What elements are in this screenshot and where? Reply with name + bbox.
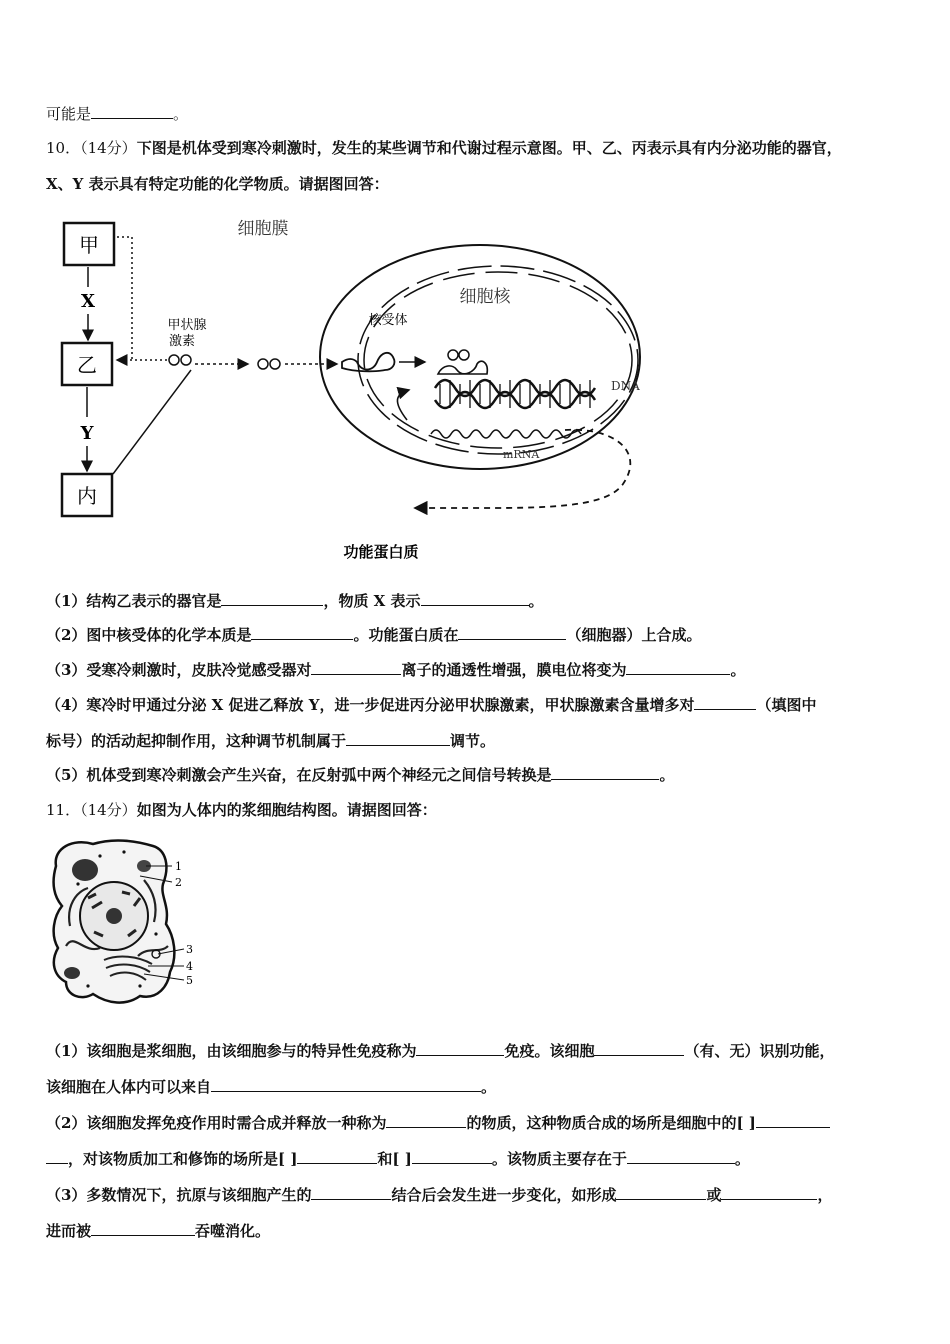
protein-label: 功能蛋白质 — [343, 543, 419, 561]
answer-blank[interactable] — [627, 1149, 735, 1164]
question-score: （14分） — [80, 801, 137, 819]
thyroid-label-1: 甲状腺 — [167, 318, 207, 333]
q10-intro-line1: 10．（14分）下图是机体受到寒冷刺激时，发生的某些调节和代谢过程示意图。甲、乙、丙表示具有内分泌功能的器官， — [46, 139, 842, 157]
ribosome — [154, 932, 157, 935]
vesicle — [64, 967, 80, 979]
answer-blank[interactable] — [297, 1149, 377, 1164]
answer-blank[interactable] — [458, 625, 566, 640]
nucleus-label: 细胞核 — [459, 287, 511, 307]
q11-sub3-line2: 进而被 吞噬消化。 — [46, 1222, 271, 1240]
q10-sub1: （1）结构乙表示的器官是 ，物质 X 表示 。 — [46, 592, 544, 610]
answer-blank[interactable] — [91, 104, 173, 119]
answer-blank[interactable] — [386, 1113, 466, 1128]
label-1: 1 — [175, 860, 182, 873]
receptor-label: 核受体 — [368, 313, 408, 328]
answer-blank[interactable] — [221, 591, 323, 606]
answer-blank[interactable] — [91, 1221, 195, 1236]
answer-blank[interactable] — [721, 1185, 817, 1200]
regulation-diagram — [55, 212, 655, 572]
answer-blank[interactable] — [211, 1077, 481, 1092]
hormone-molecule — [258, 359, 268, 369]
q10-sub2: （2）图中核受体的化学本质是 。功能蛋白质在 （细胞器）上合成。 — [46, 626, 702, 644]
complex-molecule — [459, 350, 469, 360]
line-nei-hormone — [113, 370, 191, 474]
ribosome — [122, 850, 125, 853]
q10-sub4-line1: （4）寒冷时甲通过分泌 X 促进乙释放 Y，进一步促进丙分泌甲状腺激素，甲状腺激素含量增多对 （填图中 — [46, 696, 817, 714]
ribosome — [86, 984, 89, 987]
q11-sub3-line1: （3）多数情况下，抗原与该细胞产生的 结合后会发生进一步变化，如形成 或 ， — [46, 1186, 833, 1204]
q10-intro-line2: X、Y 表示具有特定功能的化学物质。请据图回答： — [46, 175, 389, 193]
dna-helix — [435, 380, 595, 408]
q11-sub1-line1: （1）该细胞是浆细胞，由该细胞参与的特异性免疫称为 免疫。该细胞 （有、无）识别功能， — [46, 1042, 835, 1060]
complex-molecule — [448, 350, 458, 360]
ribosome — [76, 882, 79, 885]
answer-blank[interactable] — [311, 1185, 391, 1200]
box-nei-label: 内 — [77, 484, 97, 508]
arrow-transcription — [397, 390, 409, 420]
answer-blank[interactable] — [694, 695, 756, 710]
answer-blank[interactable] — [251, 625, 353, 640]
answer-blank[interactable] — [594, 1041, 684, 1056]
q11-sub2-line1: （2）该细胞发挥免疫作用时需合成并释放一种称为 的物质，这种物质合成的场所是细胞中的[ ] — [46, 1113, 830, 1133]
label-3: 3 — [186, 943, 193, 956]
plasma-cell-diagram — [48, 836, 208, 1006]
q9-tail: 可能是 。 — [46, 105, 189, 123]
answer-blank[interactable] — [421, 591, 529, 606]
answer-blank[interactable] — [46, 1149, 68, 1164]
membrane-label: 细胞膜 — [237, 219, 289, 239]
dna-label: DNA — [611, 379, 640, 393]
question-number: 10． — [46, 139, 81, 157]
q11-sub2-line2: ，对该物质加工和修饰的场所是[ ] 和[ ] 。该物质主要存在于 。 — [46, 1149, 750, 1169]
answer-blank[interactable] — [551, 765, 659, 780]
receptor-complex — [438, 361, 487, 374]
mrna-strand — [431, 430, 581, 438]
q10-sub3: （3）受寒冷刺激时，皮肤冷觉感受器对 离子的通透性增强，膜电位将变为 。 — [46, 661, 746, 679]
q11-intro: 11．（14分）如图为人体内的浆细胞结构图。请据图回答： — [46, 801, 437, 819]
label-y: Y — [80, 423, 94, 444]
answer-blank[interactable] — [412, 1149, 492, 1164]
question-score: （14分） — [80, 139, 137, 157]
box-yi-label: 乙 — [77, 353, 97, 377]
answer-blank[interactable] — [416, 1041, 504, 1056]
box-jia-label: 甲 — [79, 233, 99, 257]
label-5: 5 — [186, 974, 193, 987]
ribosome — [98, 854, 101, 857]
q10-sub5: （5）机体受到寒冷刺激会产生兴奋，在反射弧中两个神经元之间信号转换是 。 — [46, 766, 675, 784]
hormone-molecule — [270, 359, 280, 369]
ribosome — [138, 984, 141, 987]
thyroid-label-2: 激素 — [168, 334, 196, 349]
q10-sub4-line2: 标号）的活动起抑制作用，这种调节机制属于 调节。 — [46, 732, 496, 750]
answer-blank[interactable] — [756, 1113, 830, 1128]
answer-blank[interactable] — [311, 660, 401, 675]
q11-sub1-line2: 该细胞在人体内可以来自 。 — [46, 1078, 497, 1096]
answer-blank[interactable] — [626, 660, 730, 675]
feedback-line-jia — [117, 237, 132, 360]
label-2: 2 — [175, 876, 182, 889]
cell-membrane — [320, 245, 640, 469]
nucleolus — [106, 908, 122, 924]
answer-blank[interactable] — [346, 731, 450, 746]
vesicle — [72, 859, 98, 881]
question-number: 11． — [46, 801, 81, 819]
mrna-label: mRNA — [503, 448, 540, 461]
label-x: X — [81, 291, 95, 312]
nuclear-receptor — [342, 353, 394, 371]
hormone-molecule — [169, 355, 179, 365]
answer-blank[interactable] — [616, 1185, 706, 1200]
label-4: 4 — [186, 960, 193, 973]
hormone-molecule — [181, 355, 191, 365]
